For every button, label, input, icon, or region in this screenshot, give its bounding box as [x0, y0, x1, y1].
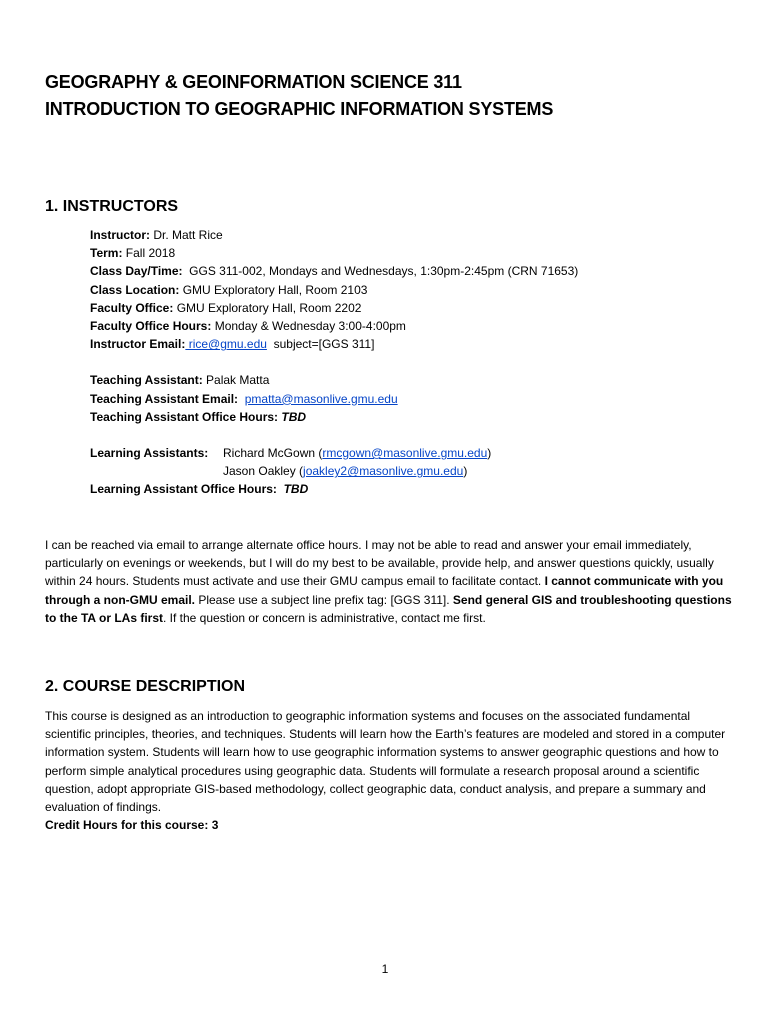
ta-email-link[interactable]: pmatta@masonlive.gmu.edu: [244, 391, 398, 406]
class-location-value: GMU Exploratory Hall, Room 2103: [179, 282, 368, 297]
la-hours-label: Learning Assistant Office Hours:: [90, 482, 277, 497]
office-hours-value: Monday & Wednesday 3:00-4:00pm: [211, 319, 406, 334]
ta-label: Teaching Assistant:: [90, 373, 203, 388]
contact-text-1: I can be reached via email to arrange alternate office hours. I may not be able to read and answer your email immediately, particularly on evenings or weekends, but I will do my best to be available, provide help, and answer questions quickly, usually within 24 hours. Students must activate and use their GMU campus email to facilitate contact.: [45, 538, 714, 589]
la1-name: Richard McGown (: [223, 446, 323, 461]
instructor-row: [90, 226, 750, 244]
course-title: [45, 69, 745, 123]
class-time-row: [90, 262, 750, 280]
section-heading-course-description: 2. COURSE DESCRIPTION: [45, 678, 246, 695]
ta-hours-row: [90, 408, 750, 426]
contact-bold-2: Send general GIS and troubleshooting questions to the TA or LAs first: [45, 592, 732, 625]
credit-hours: Credit Hours for this course: 3: [45, 818, 219, 833]
ta-hours-value: TBD: [281, 409, 307, 424]
instructor-email-suffix: subject=[GGS 311]: [266, 337, 375, 352]
la-hours-value: TBD: [283, 482, 309, 497]
term-value: Fall 2018: [122, 246, 176, 261]
faculty-office-value: GMU Exploratory Hall, Room 2202: [173, 300, 362, 315]
contact-text-2: Please use a subject line prefix tag: [GGS 311].: [195, 592, 453, 607]
learning-assistant-row-1: [90, 444, 750, 462]
contact-text-3: . If the question or concern is administrative, contact me first.: [163, 610, 486, 625]
instructor-email-label: Instructor Email:: [90, 337, 186, 352]
class-time-value: GGS 311-002, Mondays and Wednesdays, 1:30pm-2:45pm (CRN 71653): [182, 264, 579, 279]
learning-assistants-label: Learning Assistants:: [90, 446, 209, 461]
instructor-email-link[interactable]: rice@gmu.edu: [185, 337, 267, 352]
faculty-office-label: Faculty Office:: [90, 300, 174, 315]
ta-email-label: Teaching Assistant Email:: [90, 391, 239, 406]
instructor-label: Instructor:: [90, 228, 150, 242]
class-time-label: Class Day/Time:: [90, 264, 183, 279]
la2-name: Jason Oakley (: [223, 464, 304, 479]
la2-email-link[interactable]: joakley2@masonlive.gmu.edu: [303, 464, 464, 479]
office-hours-row: [90, 317, 750, 335]
course-title-line-1: GEOGRAPHY & GEOINFORMATION SCIENCE 311: [45, 72, 462, 92]
la2-close: ): [463, 464, 468, 479]
office-hours-label: Faculty Office Hours:: [90, 319, 212, 334]
ta-value: Palak Matta: [202, 373, 270, 388]
class-location-label: Class Location:: [90, 282, 180, 297]
la1-close: ): [487, 446, 492, 461]
course-description-text: This course is designed as an introduction to geographic information systems and focuses on the associated fundamental scientific principles, theories, and techniques. Students will learn how the Earth’s features are modeled and stored in a computer information system. Students will learn how to use geographic information systems to answer geographic questions and how to perform simple analytical procedures using geographic data. Students will formulate a research proposal around a scientific question, adopt appropriate GIS-based methodology, collect geographic data, conduct analysis, and prepare a summary and evaluation of findings.: [45, 709, 726, 815]
section-heading-instructors: 1. INSTRUCTORS: [45, 198, 179, 215]
contact-text: [45, 536, 735, 627]
la1-email-link[interactable]: rmcgown@masonlive.gmu.edu: [322, 446, 488, 461]
instructor-value: Dr. Matt Rice: [150, 228, 223, 242]
ta-hours-label: Teaching Assistant Office Hours:: [90, 409, 279, 424]
term-row: [90, 244, 750, 262]
la-hours-row: [90, 480, 750, 498]
class-location-row: [90, 281, 750, 299]
instructor-info: [90, 226, 750, 499]
contact-bold-1: I cannot communicate with you through a non-GMU email.: [45, 574, 724, 607]
ta-email-row: [90, 390, 750, 408]
course-description: [45, 707, 735, 834]
instructor-email-row: [90, 335, 750, 353]
faculty-office-row: [90, 299, 750, 317]
term-label: Term:: [90, 246, 123, 261]
course-title-line-2: INTRODUCTION TO GEOGRAPHIC INFORMATION SYSTEMS: [45, 99, 554, 119]
contact-paragraph: [45, 536, 735, 627]
page-number: 1: [381, 962, 389, 976]
learning-assistant-row-2: [90, 462, 750, 480]
ta-row: [90, 371, 750, 389]
